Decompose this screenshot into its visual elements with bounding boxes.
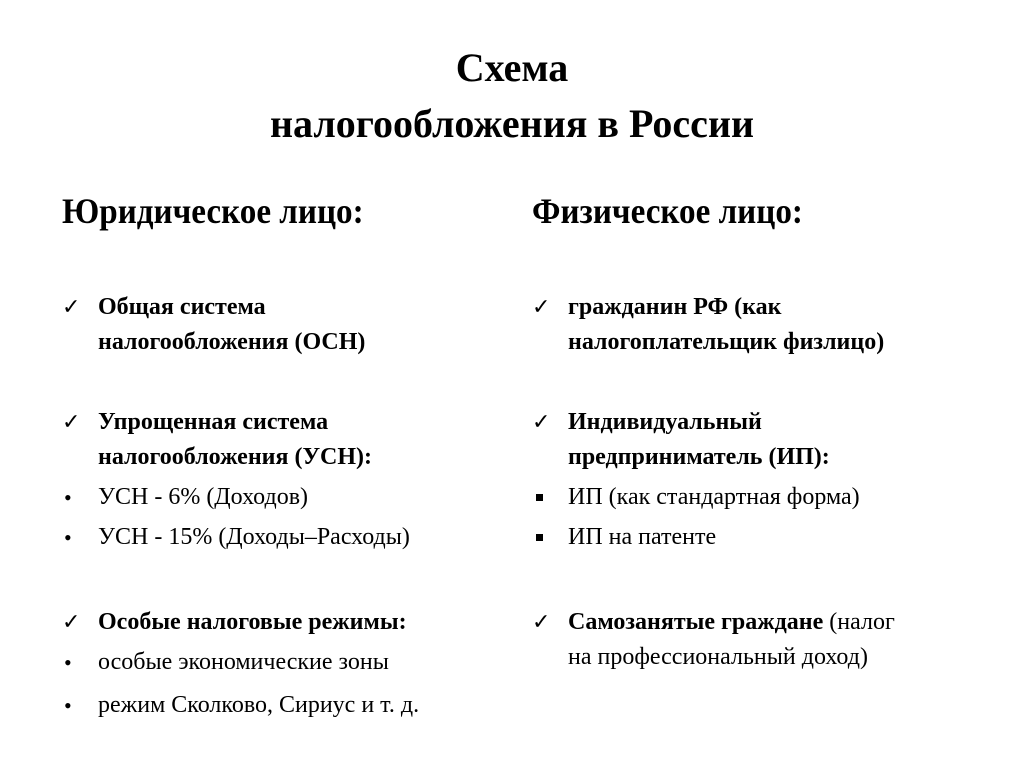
square-bullet-icon: [536, 494, 543, 501]
bullet-icon: •: [64, 525, 72, 550]
item-text: Индивидуальный: [568, 409, 762, 435]
item-text: налогообложения (УСН):: [98, 444, 373, 470]
title-line-2: налогообложения в России: [269, 101, 755, 146]
item-text: Общая система: [98, 294, 266, 320]
checkmark-icon: ✓: [532, 610, 551, 635]
bullet-icon: •: [64, 693, 72, 718]
item-text: Особые налоговые режимы:: [98, 609, 407, 635]
item-text: налогообложения (ОСН): [98, 329, 366, 355]
item-text-bold: Самозанятые граждане: [568, 609, 824, 635]
item-text: (налог: [823, 609, 895, 635]
item-text: Упрощенная система: [98, 409, 329, 435]
item-text: ИП на патенте: [568, 524, 717, 550]
legal-entity-heading: Юридическое лицо:: [62, 191, 364, 231]
checkmark-icon: ✓: [532, 295, 551, 320]
checkmark-icon: ✓: [62, 410, 81, 435]
item-text: налогоплательщик физлицо): [568, 329, 885, 355]
item-text: УСН - 15% (Доходы–Расходы): [98, 524, 410, 550]
bullet-icon: •: [64, 650, 72, 675]
page-title: [0, 40, 1024, 152]
item-text: УСН - 6% (Доходов): [98, 484, 309, 510]
checkmark-icon: ✓: [62, 295, 81, 320]
item-text: гражданин РФ (как: [568, 294, 782, 320]
individual-heading: Физическое лицо:: [532, 191, 803, 231]
checkmark-icon: ✓: [62, 610, 81, 635]
checkmark-icon: ✓: [532, 410, 551, 435]
item-text: режим Сколково, Сириус и т. д.: [98, 692, 420, 718]
title-line-1: Схема: [455, 45, 569, 90]
item-text: ИП (как стандартная форма): [568, 484, 860, 510]
bullet-icon: •: [64, 485, 72, 510]
square-bullet-icon: [536, 534, 543, 541]
item-text: на профессиональный доход): [568, 644, 868, 670]
item-text: предприниматель (ИП):: [568, 444, 830, 470]
item-text: особые экономические зоны: [98, 649, 389, 675]
